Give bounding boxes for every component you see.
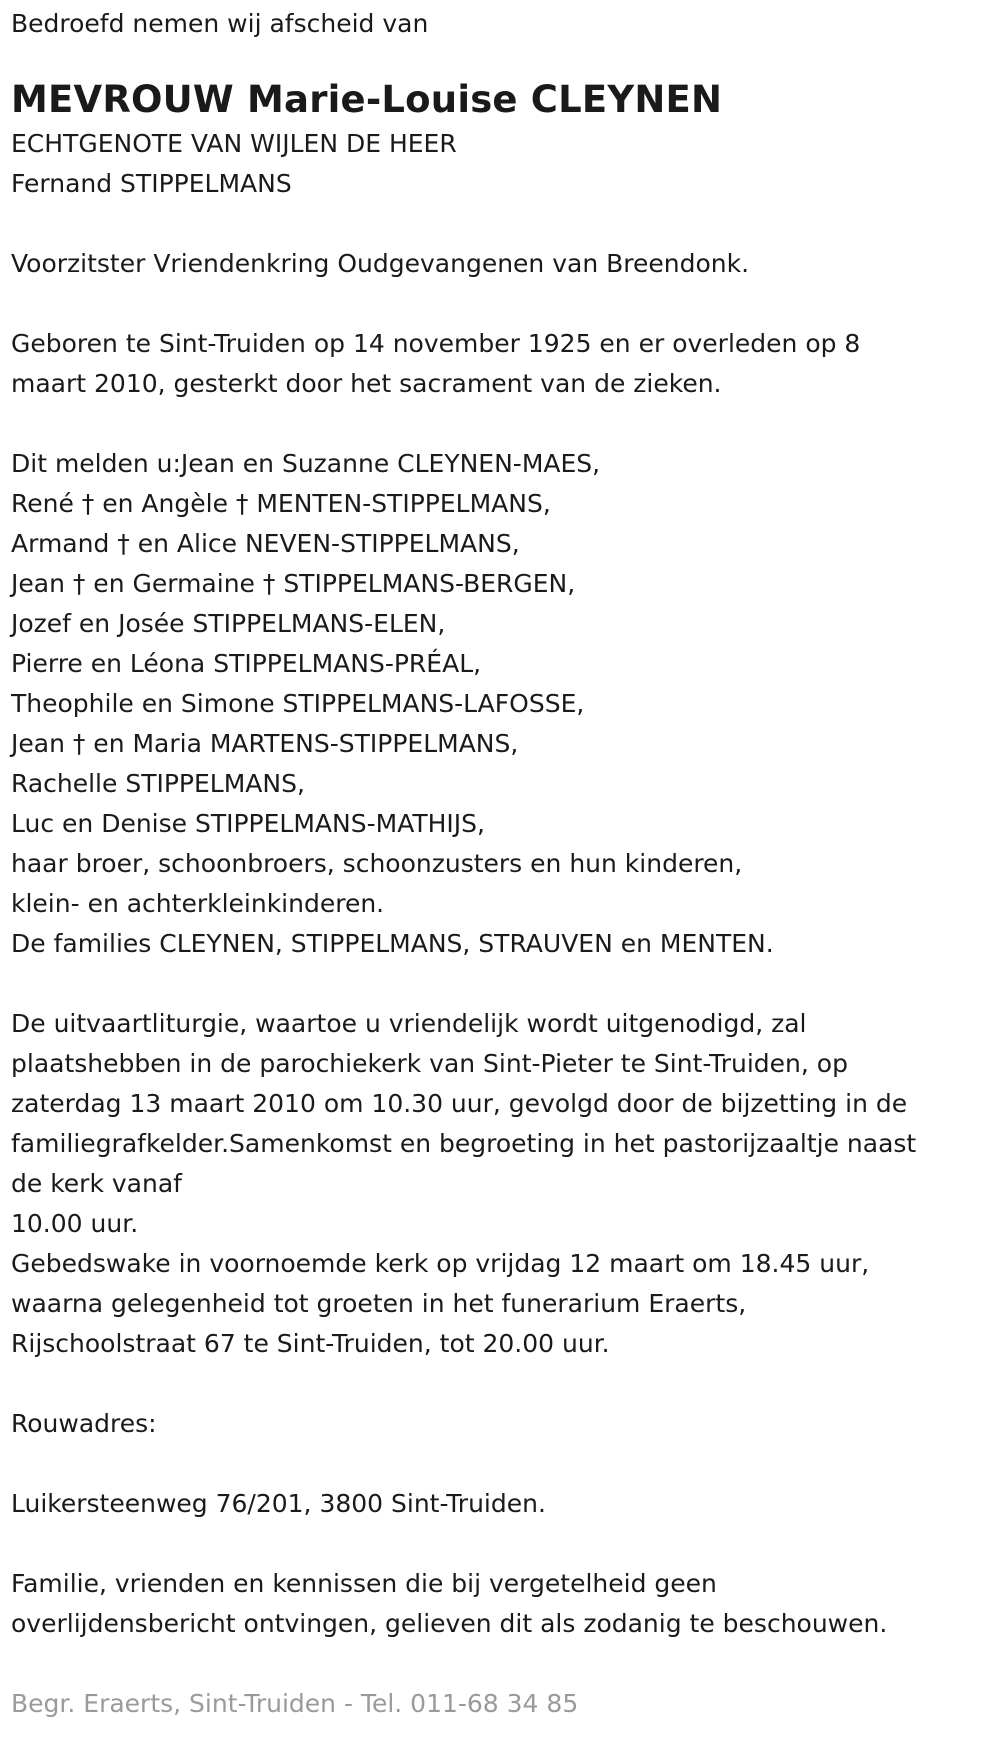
- ceremony-line: Gebedswake in voornoemde kerk op vrijdag 12 maart om 18.45 uur,: [11, 1249, 870, 1278]
- ceremony-line: zaterdag 13 maart 2010 om 10.30 uur, gevolgd door de bijzetting in de: [11, 1089, 908, 1118]
- role-text: Voorzitster Vriendenkring Oudgevangenen van Breendonk.: [11, 249, 750, 278]
- closing-block: [11, 1564, 1000, 1644]
- family-line: Pierre en Léona STIPPELMANS-PRÉAL,: [11, 649, 482, 678]
- ceremony-line: familiegrafkelder.Samenkomst en begroeting in het pastorijzaaltje naast: [11, 1129, 917, 1158]
- spouse-block: [11, 124, 1000, 204]
- family-line: Jean † en Germaine † STIPPELMANS-BERGEN,: [11, 569, 576, 598]
- ceremony-block: [11, 1004, 1000, 1364]
- ceremony-line: De uitvaartliturgie, waartoe u vriendelijk wordt uitgenodigd, zal: [11, 1009, 807, 1038]
- family-line: Dit melden u:Jean en Suzanne CLEYNEN-MAES,: [11, 449, 601, 478]
- family-line: Rachelle STIPPELMANS,: [11, 769, 305, 798]
- family-line: Theophile en Simone STIPPELMANS-LAFOSSE,: [11, 689, 585, 718]
- deceased-name: MEVROUW Marie-Louise CLEYNEN: [11, 78, 723, 121]
- intro-text: Bedroefd nemen wij afscheid van: [11, 9, 429, 38]
- ceremony-line: 10.00 uur.: [11, 1209, 139, 1238]
- birth-block: [11, 324, 1000, 404]
- death-notice: [0, 4, 1000, 1724]
- closing-line: Familie, vrienden en kennissen die bij vergetelheid geen: [11, 1569, 717, 1598]
- birth-line: Geboren te Sint-Truiden op 14 november 1925 en er overleden op 8: [11, 329, 861, 358]
- family-line: Jozef en Josée STIPPELMANS-ELEN,: [11, 609, 446, 638]
- ceremony-line: Rijschoolstraat 67 te Sint-Truiden, tot 20.00 uur.: [11, 1329, 610, 1358]
- ceremony-line: de kerk vanaf: [11, 1169, 182, 1198]
- family-line: De families CLEYNEN, STIPPELMANS, STRAUVEN en MENTEN.: [11, 929, 774, 958]
- spouse-line: ECHTGENOTE VAN WIJLEN DE HEER: [11, 129, 457, 158]
- undertaker-footer: Begr. Eraerts, Sint-Truiden - Tel. 011-68 34 85: [11, 1689, 579, 1718]
- address-text: Luikersteenweg 76/201, 3800 Sint-Truiden.: [11, 1489, 546, 1518]
- birth-line: maart 2010, gesterkt door het sacrament van de zieken.: [11, 369, 722, 398]
- spouse-line: Fernand STIPPELMANS: [11, 169, 292, 198]
- address-label: Rouwadres:: [11, 1409, 157, 1438]
- family-block: [11, 444, 1000, 964]
- family-line: Luc en Denise STIPPELMANS-MATHIJS,: [11, 809, 485, 838]
- family-line: Armand † en Alice NEVEN-STIPPELMANS,: [11, 529, 520, 558]
- family-line: klein- en achterkleinkinderen.: [11, 889, 385, 918]
- ceremony-line: plaatshebben in de parochiekerk van Sint-Pieter te Sint-Truiden, op: [11, 1049, 848, 1078]
- family-line: Jean † en Maria MARTENS-STIPPELMANS,: [11, 729, 519, 758]
- family-line: René † en Angèle † MENTEN-STIPPELMANS,: [11, 489, 551, 518]
- ceremony-line: waarna gelegenheid tot groeten in het funerarium Eraerts,: [11, 1289, 747, 1318]
- family-line: haar broer, schoonbroers, schoonzusters en hun kinderen,: [11, 849, 743, 878]
- closing-line: overlijdensbericht ontvingen, gelieven dit als zodanig te beschouwen.: [11, 1609, 888, 1638]
